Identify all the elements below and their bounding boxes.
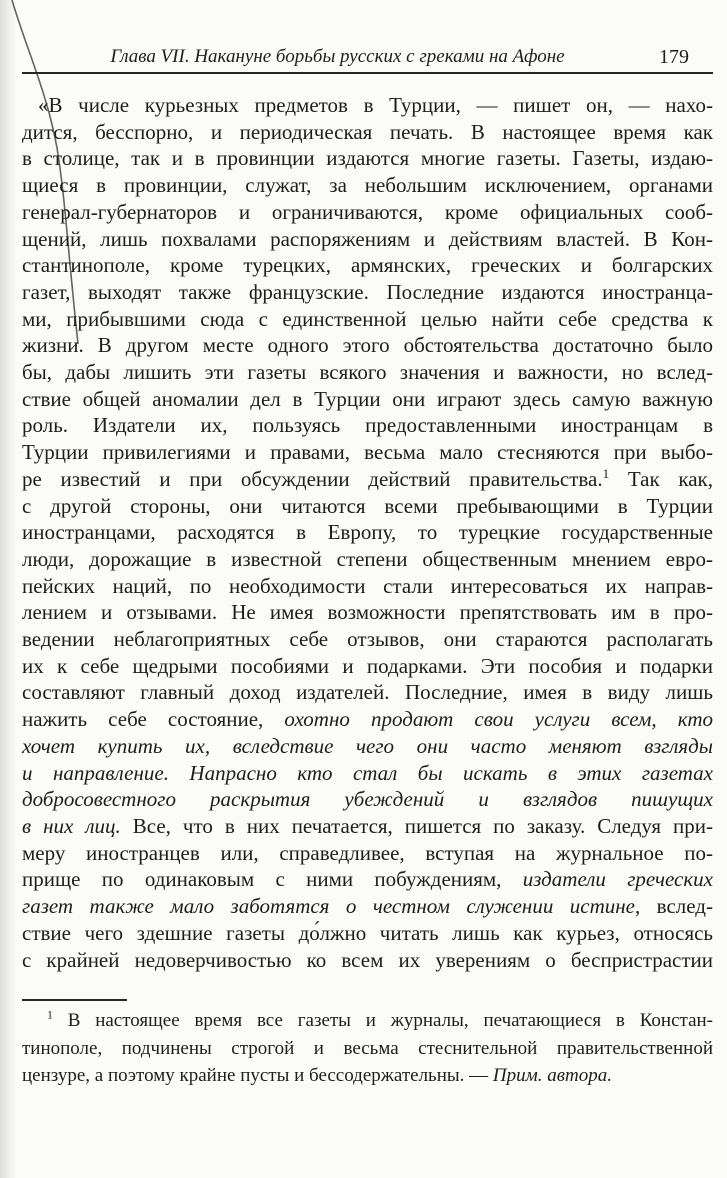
text-segment: добросовестного раскрытия убеждений и взглядов пишущих	[22, 787, 713, 812]
text-segment: щиеся в провинции, служат, за небольшим исключением, органами	[22, 173, 713, 198]
text-segment: ствие общей аномалии дел в Турции они играют здесь самую важную	[22, 386, 713, 411]
text-segment: бы, дабы лишить эти газеты всякого значения и важности, но вслед-	[22, 360, 713, 385]
text-segment: газет также мало заботятся о честном служении истине	[22, 894, 635, 919]
text-segment: , вслед-	[634, 894, 713, 919]
body-text-line	[22, 920, 713, 947]
text-segment: меру иностранцев или, справедливее, вступая на журнальное по-	[22, 840, 713, 865]
text-segment: роль. Издатели их, пользуясь предоставленными иностранцам в	[22, 413, 713, 438]
text-segment: лением и отзывами. Не имея возможности препятствовать им в про-	[22, 600, 713, 625]
text-segment: Турции привилегиями и правами, весьма мало стесняются при выбо-	[22, 440, 713, 465]
text-segment: ведении неблагоприятных себе отзывов, они стараются располагать	[22, 627, 713, 652]
text-segment: в них лиц.	[22, 813, 121, 838]
text-segment: жизни. В другом месте одного этого обстоятельства достаточно было	[22, 333, 713, 358]
body-text-line	[22, 279, 713, 306]
body-text-line	[22, 119, 713, 146]
footnote-text-line	[22, 1062, 713, 1090]
chapter-running-title: Глава VII. Накануне борьбы русских с греками на Афоне	[110, 46, 565, 67]
body-text-line	[22, 359, 713, 386]
body-text-block	[22, 92, 713, 973]
text-segment: составляют главный доход издателей. Последние, имея в виду лишь	[22, 680, 713, 705]
text-segment: ре известий и при обсуждении действий правительства.	[22, 466, 603, 491]
footnote-block	[22, 1007, 713, 1090]
text-segment: генерал-губернаторов и ограничиваются, кроме официальных сооб-	[22, 199, 713, 224]
text-segment: «В числе курьезных предметов в Турции, — пишет он, — нахо-	[38, 93, 713, 117]
body-text-line	[22, 760, 713, 787]
text-segment: газет, выходят также французские. Последние издаются иностранца-	[22, 279, 713, 304]
body-text-line	[22, 866, 713, 893]
text-segment: издатели греческих	[522, 867, 713, 892]
text-segment: тинополе, подчинены строгой и весьма стеснительной правительственной	[22, 1037, 713, 1059]
body-text-line	[22, 573, 713, 600]
body-text-line	[22, 493, 713, 520]
body-text-line	[22, 172, 713, 199]
body-text-line	[22, 786, 713, 813]
text-segment: нажить себе состояние,	[22, 707, 285, 732]
running-head	[22, 46, 713, 70]
text-segment: дится, бесспорно, и периодическая печать. В настоящее время как	[22, 119, 713, 144]
text-segment: иностранцами, расходятся в Европу, то турецкие государственные	[22, 520, 713, 545]
text-segment: хочет купить их, вследствие чего они часто меняют взгляды	[22, 733, 713, 758]
body-text-line	[22, 599, 713, 626]
body-text-line	[22, 306, 713, 333]
text-segment: ствие чего здешние газеты до́лжно читать лишь как курьез, относясь	[22, 920, 713, 945]
body-text-line	[22, 439, 713, 466]
body-text-line	[22, 466, 713, 493]
body-text-line	[22, 226, 713, 253]
text-segment: В настоящее время все газеты и журналы, печатающиеся в Констан-	[52, 1010, 713, 1031]
text-segment: с другой стороны, они читаются всеми пребывающими в Турции	[22, 493, 713, 518]
body-text-line	[22, 145, 713, 172]
body-text-line	[22, 947, 713, 974]
body-text-line	[22, 386, 713, 413]
body-text-line	[22, 626, 713, 653]
body-text-line	[22, 92, 713, 119]
body-text-line	[22, 412, 713, 439]
footnote-marker: 1	[602, 465, 610, 481]
footnote-text-line	[22, 1007, 713, 1035]
body-text-line	[22, 519, 713, 546]
body-text-line	[22, 653, 713, 680]
text-segment: люди, дорожащие в известной степени общественным мнением евро-	[22, 546, 713, 571]
text-segment: цензуре, а поэтому крайне пусты и бессодержательны. —	[22, 1065, 493, 1086]
text-segment: и направление. Напрасно кто стал бы искать в этих газетах	[22, 760, 713, 785]
text-segment: Так как,	[609, 466, 713, 491]
body-text-line	[22, 706, 713, 733]
text-segment: пейских наций, по необходимости стали интересоваться их направ-	[22, 573, 713, 598]
text-segment: Все, что в них печатается, пишется по заказу. Следуя при-	[120, 813, 714, 838]
body-text-line	[22, 893, 713, 920]
page-number: 179	[659, 46, 689, 68]
footnote-text-line	[22, 1035, 713, 1063]
body-text-line	[22, 679, 713, 706]
header-rule	[22, 72, 713, 74]
body-text-line	[22, 733, 713, 760]
footnote-marker: 1	[47, 1008, 53, 1022]
text-segment: ми, прибывшими сюда с единственной целью найти себе средства к	[22, 306, 713, 331]
text-segment: щений, лишь похвалами распоряжениям и действиям властей. В Кон-	[22, 226, 713, 251]
text-segment: с крайней недоверчивостью ко всем их уверениям о беспристрастии	[22, 947, 713, 972]
text-segment: прище по одинаковым с ними побуждениям,	[22, 867, 523, 892]
text-segment: их к себе щедрыми пособиями и подарками. Эти пособия и подарки	[22, 653, 713, 678]
body-text-line	[22, 813, 713, 840]
body-text-line	[22, 840, 713, 867]
body-text-line	[22, 332, 713, 359]
footnote-separator-rule	[22, 999, 127, 1001]
text-segment: Прим. автора.	[492, 1065, 612, 1086]
text-segment: стантинополе, кроме турецких, армянских, греческих и болгарских	[22, 253, 713, 278]
body-text-line	[22, 546, 713, 573]
text-segment: в столице, так и в провинции издаются многие газеты. Газеты, издаю-	[22, 146, 713, 171]
text-segment: охотно продают свои услуги всем, кто	[284, 707, 713, 732]
body-text-line	[22, 252, 713, 279]
body-text-line	[22, 199, 713, 226]
scan-edge-shading	[0, 0, 16, 1178]
